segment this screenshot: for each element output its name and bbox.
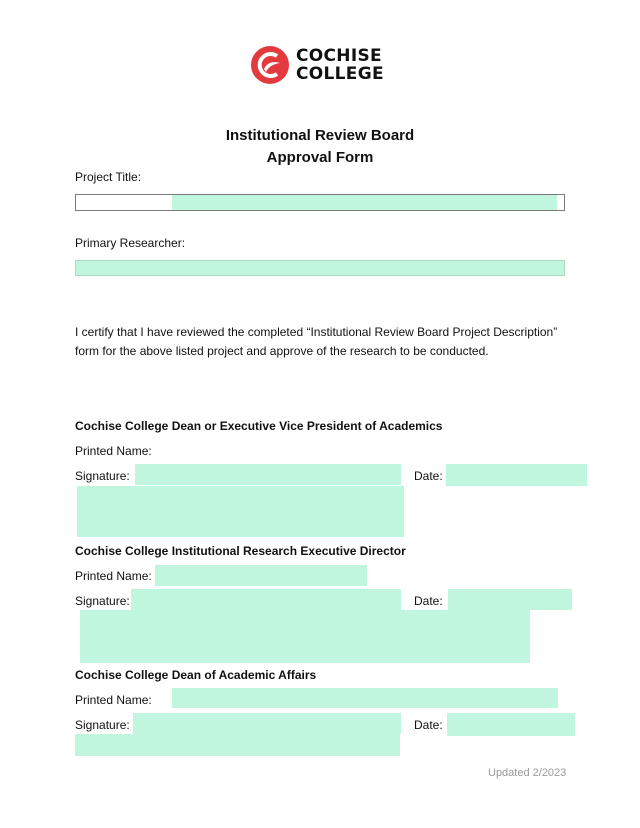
section-1-signature-label: Signature: <box>75 469 130 483</box>
certification-statement: I certify that I have reviewed the completed “Institutional Review Board Project Description” form for the above listed project and approve of the research to be conducted. <box>75 325 558 358</box>
section-3-date-label: Date: <box>414 718 443 732</box>
project-title-fill <box>172 195 557 210</box>
section-3-signature-field[interactable] <box>133 713 401 734</box>
section-2-printed-name-label: Printed Name: <box>75 569 152 583</box>
section-1-signature-box[interactable] <box>77 486 404 537</box>
section-2-signature-field[interactable] <box>131 589 401 610</box>
cochise-c-emblem-icon <box>250 45 290 85</box>
section-3-signature-box[interactable] <box>75 734 400 756</box>
section-3-date-field[interactable] <box>447 713 575 736</box>
section-2-heading: Cochise College Institutional Research Executive Director <box>75 544 406 558</box>
form-title-line-2: Approval Form <box>266 149 374 166</box>
section-1-heading: Cochise College Dean or Executive Vice President of Academics <box>75 419 443 433</box>
logo-line-2: COLLEGE <box>296 64 384 84</box>
section-2-date-field[interactable] <box>448 589 572 610</box>
section-1-printed-name-label: Printed Name: <box>75 444 152 458</box>
project-title-input[interactable] <box>75 194 565 211</box>
section-2-date-label: Date: <box>414 594 443 608</box>
section-1-date-field[interactable] <box>446 464 587 486</box>
updated-date: Updated 2/2023 <box>488 767 567 779</box>
section-3-heading: Cochise College Dean of Academic Affairs <box>75 668 317 682</box>
section-1-date-label: Date: <box>414 469 443 483</box>
section-1-signature-field[interactable] <box>135 464 401 485</box>
form-title-line-1: Institutional Review Board <box>225 127 415 144</box>
section-2-signature-label: Signature: <box>75 594 130 608</box>
section-3-signature-label: Signature: <box>75 718 130 732</box>
section-2-signature-box[interactable] <box>80 610 530 663</box>
primary-researcher-label: Primary Researcher: <box>75 236 186 250</box>
section-2-printed-name-field[interactable] <box>155 565 367 586</box>
primary-researcher-input[interactable] <box>75 260 565 276</box>
section-3-printed-name-field[interactable] <box>172 688 558 708</box>
section-3-printed-name-label: Printed Name: <box>75 693 152 707</box>
logo-line-1: COCHISE <box>296 46 382 66</box>
college-logo <box>250 45 390 85</box>
project-title-label: Project Title: <box>75 170 142 184</box>
